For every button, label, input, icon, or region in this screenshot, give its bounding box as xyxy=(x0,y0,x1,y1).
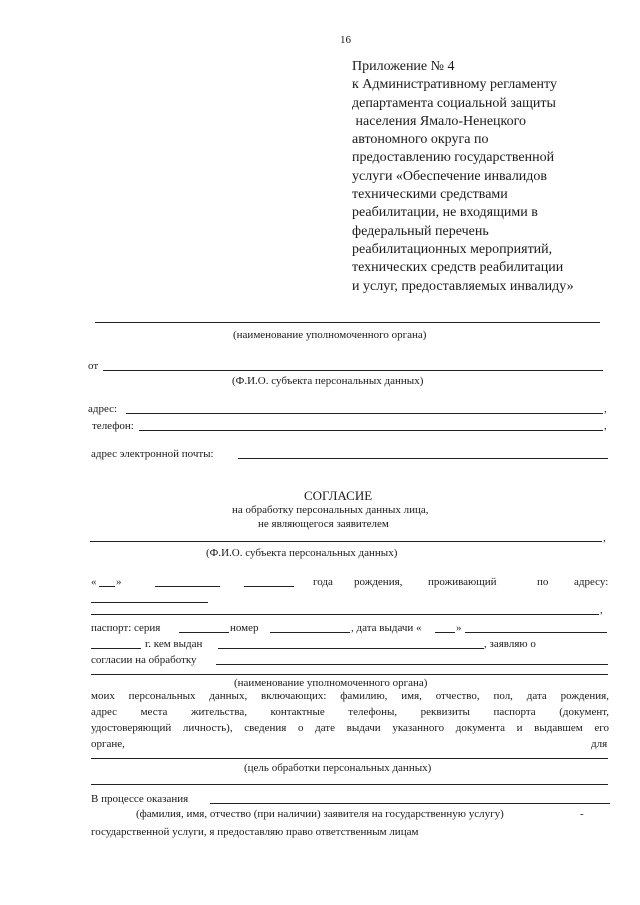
address-field-line[interactable] xyxy=(91,602,208,603)
comma: , xyxy=(604,420,607,432)
day-field-line[interactable] xyxy=(99,586,115,587)
consent-title: СОГЛАСИЕ xyxy=(304,488,373,503)
consent-to-label: согласии на обработку xyxy=(91,654,197,666)
comma: , xyxy=(603,532,606,544)
appendix-line: Приложение № 4 xyxy=(352,59,455,74)
paragraph-line: органе, xyxy=(91,738,125,750)
dash: - xyxy=(580,808,584,820)
for-word: для xyxy=(591,738,608,750)
address-field-line[interactable] xyxy=(126,413,603,414)
purpose-field-line[interactable] xyxy=(91,784,608,785)
month-field-line[interactable] xyxy=(155,586,220,587)
issued-by-label: г. кем выдан xyxy=(145,638,203,650)
email-field-line[interactable] xyxy=(238,458,608,459)
passport-number-field[interactable] xyxy=(270,632,350,633)
phone-label: телефон: xyxy=(92,420,134,432)
phone-field-line[interactable] xyxy=(139,430,603,431)
paragraph-line: моих персональных данных, включающих: фамилию, имя, отчество, пол, дата рождения, xyxy=(91,690,609,702)
comma: , xyxy=(600,604,603,616)
consent-subtitle: не являющегося заявителем xyxy=(258,518,389,530)
appendix-line: реабилитационных мероприятий, xyxy=(352,241,553,257)
appendix-line: услуги «Обеспечение инвалидов xyxy=(352,168,548,184)
passport-series-field[interactable] xyxy=(179,632,229,633)
passport-number-label: номер xyxy=(230,622,259,634)
consent-to-field[interactable] xyxy=(216,664,608,665)
address-word: адресу: xyxy=(574,576,609,588)
authority-caption: (наименование уполномоченного органа) xyxy=(233,329,427,341)
appendix-line: федеральный перечень xyxy=(352,223,489,239)
purpose-caption: (цель обработки персональных данных) xyxy=(244,762,432,774)
email-label: адрес электронной почты: xyxy=(91,448,214,460)
quote-close: » xyxy=(456,622,462,634)
quote-open: « xyxy=(91,576,97,588)
authority-field-line[interactable] xyxy=(95,322,600,323)
appendix-line: автономного округа по xyxy=(352,132,489,148)
appendix-line: к Административному регламенту xyxy=(352,77,557,93)
address-label: адрес: xyxy=(88,403,118,415)
paragraph-line: адрес места жительства, контактные телефоны, реквизиты паспорта (документ, xyxy=(91,706,609,718)
year-word: года xyxy=(313,576,333,588)
subject-caption: (Ф.И.О. субъекта персональных данных) xyxy=(206,547,398,559)
residing-word: проживающий xyxy=(428,576,497,588)
appendix-block xyxy=(352,58,617,296)
applicant-caption: (фамилия, имя, отчество (при наличии) заявителя на государственную услугу) xyxy=(136,808,504,820)
paragraph-line: удостоверяющий личность), сведения о дате выдачи указанного документа и выдавшем его xyxy=(91,722,609,734)
subject-field-line[interactable] xyxy=(90,541,602,542)
appendix-line: техническими средствами xyxy=(352,187,508,203)
issue-year-field[interactable] xyxy=(91,648,141,649)
from-label: от xyxy=(88,360,99,372)
purpose-field-line[interactable] xyxy=(91,758,608,759)
year-field-line[interactable] xyxy=(244,586,294,587)
issued-by-field[interactable] xyxy=(218,648,484,649)
consent-subtitle: на обработку персональных данных лица, xyxy=(232,504,429,516)
appendix-line: департамента социальной защиты xyxy=(352,95,556,111)
address-field-line[interactable] xyxy=(91,614,599,615)
from-field-line[interactable] xyxy=(103,370,603,371)
quote-close: » xyxy=(116,576,122,588)
last-line: государственной услуги, я предоставляю право ответственным лицам xyxy=(91,826,419,838)
birth-word: рождения, xyxy=(354,576,403,588)
authority-field-line[interactable] xyxy=(91,674,608,675)
appendix-line: и услуг, предоставляемых инвалиду» xyxy=(352,278,574,294)
comma: , xyxy=(604,403,607,415)
issue-date-field[interactable] xyxy=(465,632,607,633)
page-number: 16 xyxy=(340,34,351,46)
appendix-line: реабилитации, не входящими в xyxy=(352,205,538,221)
issue-date-label: , дата выдачи « xyxy=(351,622,422,634)
appendix-line: населения Ямало-Ненецкого xyxy=(352,113,527,129)
appendix-line: технических средств реабилитации xyxy=(352,260,564,276)
declare-text: , заявляю о xyxy=(484,638,536,650)
authority-caption: (наименование уполномоченного органа) xyxy=(234,677,428,689)
service-field-line[interactable] xyxy=(210,803,610,804)
issue-day-field[interactable] xyxy=(435,632,455,633)
subject-caption: (Ф.И.О. субъекта персональных данных) xyxy=(232,375,424,387)
in-process-label: В процессе оказания xyxy=(91,793,189,805)
at-word: по xyxy=(537,576,549,588)
passport-series-label: паспорт: серия xyxy=(91,622,161,634)
appendix-line: предоставлению государственной xyxy=(352,150,555,166)
